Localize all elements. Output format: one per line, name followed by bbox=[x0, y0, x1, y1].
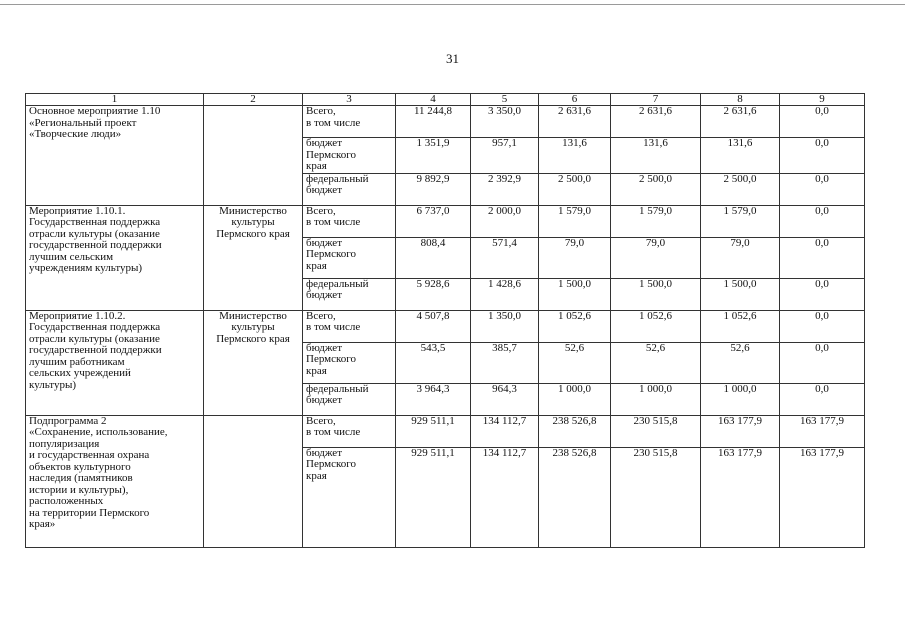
table-row bbox=[26, 205, 865, 237]
value-cell: 134 112,7 bbox=[471, 415, 539, 447]
page-number: 31 bbox=[446, 51, 459, 66]
value-cell: 929 511,1 bbox=[396, 415, 471, 447]
header-cell: 4 bbox=[396, 94, 471, 106]
value-cell: 571,4 bbox=[471, 237, 539, 278]
funding-source-cell: федеральный бюджет bbox=[303, 173, 396, 205]
value-cell: 957,1 bbox=[471, 138, 539, 174]
executor-cell bbox=[204, 106, 303, 206]
funding-source-cell: Всего, в том числе bbox=[303, 310, 396, 342]
item-name-cell: Подпрограмма 2 «Сохранение, использование, популяризация и государственная охрана объектов культурного наследия (памятников истории и культуры), расположенных на территории Пермского края» bbox=[26, 415, 204, 547]
value-cell: 79,0 bbox=[701, 237, 780, 278]
item-name-cell: Основное мероприятие 1.10 «Региональный проект «Творческие люди» bbox=[26, 106, 204, 206]
item-name-cell: Мероприятие 1.10.2. Государственная поддержка отрасли культуры (оказание государственной поддержки лучшим работникам сельских учреждений культуры) bbox=[26, 310, 204, 415]
value-cell: 1 500,0 bbox=[701, 278, 780, 310]
header-cell: 1 bbox=[26, 94, 204, 106]
value-cell: 79,0 bbox=[539, 237, 611, 278]
value-cell: 2 500,0 bbox=[611, 173, 701, 205]
value-cell: 808,4 bbox=[396, 237, 471, 278]
value-cell: 1 351,9 bbox=[396, 138, 471, 174]
value-cell: 5 928,6 bbox=[396, 278, 471, 310]
header-cell: 7 bbox=[611, 94, 701, 106]
value-cell: 0,0 bbox=[780, 237, 865, 278]
value-cell: 0,0 bbox=[780, 205, 865, 237]
value-cell: 79,0 bbox=[611, 237, 701, 278]
value-cell: 230 515,8 bbox=[611, 447, 701, 547]
value-cell: 52,6 bbox=[539, 342, 611, 383]
value-cell: 9 892,9 bbox=[396, 173, 471, 205]
value-cell: 2 500,0 bbox=[701, 173, 780, 205]
value-cell: 4 507,8 bbox=[396, 310, 471, 342]
table-row bbox=[26, 106, 865, 138]
value-cell: 163 177,9 bbox=[780, 415, 865, 447]
value-cell: 543,5 bbox=[396, 342, 471, 383]
value-cell: 1 579,0 bbox=[701, 205, 780, 237]
value-cell: 131,6 bbox=[701, 138, 780, 174]
header-row bbox=[26, 94, 865, 106]
value-cell: 163 177,9 bbox=[780, 447, 865, 547]
funding-source-cell: бюджет Пермского края bbox=[303, 447, 396, 547]
value-cell: 2 631,6 bbox=[701, 106, 780, 138]
executor-cell: Министерство культуры Пермского края bbox=[204, 205, 303, 310]
value-cell: 238 526,8 bbox=[539, 415, 611, 447]
budget-table bbox=[25, 93, 865, 548]
header-cell: 5 bbox=[471, 94, 539, 106]
value-cell: 1 052,6 bbox=[539, 310, 611, 342]
top-rule bbox=[0, 4, 905, 5]
value-cell: 11 244,8 bbox=[396, 106, 471, 138]
value-cell: 1 000,0 bbox=[701, 383, 780, 415]
value-cell: 0,0 bbox=[780, 138, 865, 174]
funding-source-cell: Всего, в том числе bbox=[303, 205, 396, 237]
header-cell: 8 bbox=[701, 94, 780, 106]
funding-source-cell: федеральный бюджет bbox=[303, 278, 396, 310]
item-name-cell: Мероприятие 1.10.1. Государственная поддержка отрасли культуры (оказание государственной поддержки лучшим сельским учреждениям культуры) bbox=[26, 205, 204, 310]
funding-source-cell: федеральный бюджет bbox=[303, 383, 396, 415]
value-cell: 929 511,1 bbox=[396, 447, 471, 547]
value-cell: 964,3 bbox=[471, 383, 539, 415]
funding-source-cell: бюджет Пермского края bbox=[303, 138, 396, 174]
value-cell: 0,0 bbox=[780, 278, 865, 310]
table-row bbox=[26, 415, 865, 447]
value-cell: 2 631,6 bbox=[611, 106, 701, 138]
executor-cell bbox=[204, 415, 303, 547]
value-cell: 1 579,0 bbox=[611, 205, 701, 237]
table-row bbox=[26, 310, 865, 342]
value-cell: 1 052,6 bbox=[611, 310, 701, 342]
value-cell: 1 579,0 bbox=[539, 205, 611, 237]
funding-source-cell: бюджет Пермского края bbox=[303, 237, 396, 278]
value-cell: 3 964,3 bbox=[396, 383, 471, 415]
value-cell: 2 500,0 bbox=[539, 173, 611, 205]
value-cell: 2 392,9 bbox=[471, 173, 539, 205]
value-cell: 163 177,9 bbox=[701, 415, 780, 447]
value-cell: 131,6 bbox=[539, 138, 611, 174]
value-cell: 1 000,0 bbox=[611, 383, 701, 415]
executor-cell: Министерство культуры Пермского края bbox=[204, 310, 303, 415]
value-cell: 238 526,8 bbox=[539, 447, 611, 547]
value-cell: 52,6 bbox=[611, 342, 701, 383]
header-cell: 3 bbox=[303, 94, 396, 106]
value-cell: 230 515,8 bbox=[611, 415, 701, 447]
value-cell: 6 737,0 bbox=[396, 205, 471, 237]
header-cell: 6 bbox=[539, 94, 611, 106]
value-cell: 0,0 bbox=[780, 173, 865, 205]
value-cell: 385,7 bbox=[471, 342, 539, 383]
funding-source-cell: Всего, в том числе bbox=[303, 106, 396, 138]
value-cell: 0,0 bbox=[780, 383, 865, 415]
value-cell: 0,0 bbox=[780, 342, 865, 383]
header-cell: 9 bbox=[780, 94, 865, 106]
funding-source-cell: Всего, в том числе bbox=[303, 415, 396, 447]
value-cell: 1 000,0 bbox=[539, 383, 611, 415]
value-cell: 131,6 bbox=[611, 138, 701, 174]
value-cell: 2 000,0 bbox=[471, 205, 539, 237]
header-cell: 2 bbox=[204, 94, 303, 106]
value-cell: 134 112,7 bbox=[471, 447, 539, 547]
value-cell: 1 500,0 bbox=[539, 278, 611, 310]
value-cell: 1 052,6 bbox=[701, 310, 780, 342]
value-cell: 3 350,0 bbox=[471, 106, 539, 138]
value-cell: 163 177,9 bbox=[701, 447, 780, 547]
value-cell: 0,0 bbox=[780, 106, 865, 138]
value-cell: 0,0 bbox=[780, 310, 865, 342]
funding-source-cell: бюджет Пермского края bbox=[303, 342, 396, 383]
value-cell: 1 500,0 bbox=[611, 278, 701, 310]
value-cell: 2 631,6 bbox=[539, 106, 611, 138]
value-cell: 1 428,6 bbox=[471, 278, 539, 310]
value-cell: 52,6 bbox=[701, 342, 780, 383]
value-cell: 1 350,0 bbox=[471, 310, 539, 342]
